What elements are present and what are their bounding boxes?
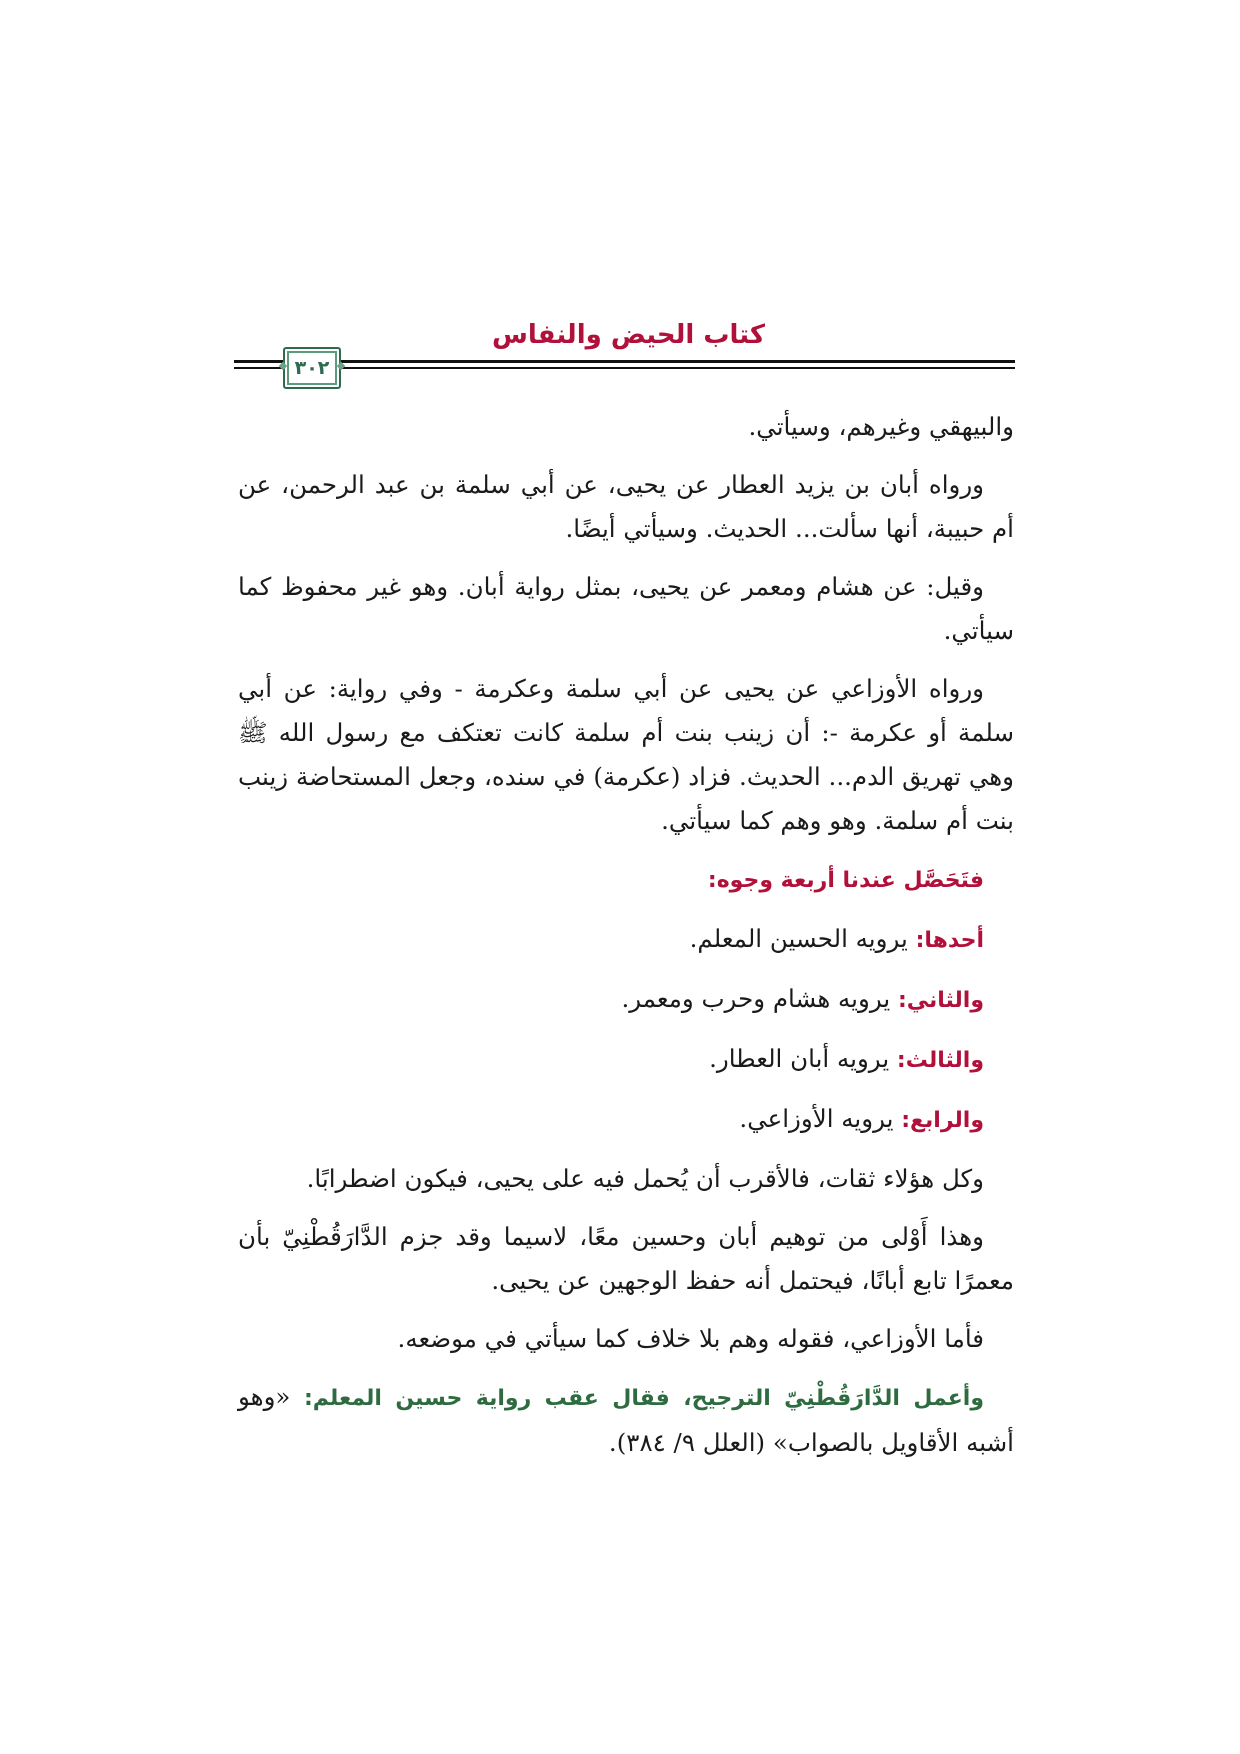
list-item-text: يرويه هشام وحرب ومعمر. [621,984,898,1013]
page-header [234,312,1015,392]
paragraph-7: فأما الأوزاعي، فقوله وهم بلا خلاف كما سيأتي في موضعه. [397,1324,984,1353]
page-number: ٣٠٢ [294,357,330,379]
list-item-text: يرويه الأوزاعي. [739,1104,902,1133]
book-title: كتاب الحيض والنفاس [491,320,765,350]
paragraph-4: ورواه الأوزاعي عن يحيى عن أبي سلمة وعكرمة - وفي رواية: عن أبي سلمة أو عكرمة -: أن زينب بنت أم سلمة كانت تعتكف مع رسول الله ﷺ وهي تهريق الدم... الحديث. فزاد (عكرمة) في سنده، وجعل المستحاضة زينب بنت أم سلمة. وهو وهم كما سيأتي. [238,674,1014,835]
list-item-1 [238,917,1014,963]
list-item-3 [238,1037,1014,1083]
highlighted-phrase: وأعمل الدَّارَقُطْنِيّ الترجيح، فقال عقب رواية حسين المعلم: [303,1386,984,1411]
list-item-label: والرابع: [901,1108,984,1133]
paragraph-3: وقيل: عن هشام ومعمر عن يحيى، بمثل رواية أبان. وهو غير محفوظ كما سيأتي. [238,572,1014,645]
header-rule-thin [234,367,1015,369]
page-body [238,405,1014,1479]
list-item-text: يرويه الحسين المعلم. [689,924,916,953]
list-item-4 [238,1097,1014,1143]
list-item-2 [238,977,1014,1023]
paragraph-5: وكل هؤلاء ثقات، فالأقرب أن يُحمل فيه على يحيى، فيكون اضطرابًا. [306,1164,984,1193]
paragraph-1: والبيهقي وغيرهم، وسيأتي. [748,412,1014,441]
quotation-text: «وهو أشبه الأقاويل بالصواب» (العلل ٩/ ٣٨٤). [238,1382,1014,1457]
page-number-badge [283,347,341,389]
list-item-label: والثالث: [896,1048,984,1073]
header-rule-thick [234,360,1015,363]
list-item-label: أحدها: [915,928,984,953]
paragraph-2: ورواه أبان بن يزيد العطار عن يحيى، عن أبي سلمة بن عبد الرحمن، عن أم حبيبة، أنها سألت... الحديث. وسيأتي أيضًا. [238,470,1014,543]
list-item-text: يرويه أبان العطار. [709,1044,897,1073]
summary-heading-text: فتَحَصَّل عندنا أربعة وجوه: [707,868,984,893]
paragraph-6: وهذا أَوْلى من توهيم أبان وحسين معًا، لاسيما وقد جزم الدَّارَقُطْنِيّ بأن معمرًا تابع أبانًا، فيحتمل أنه حفظ الوجهين عن يحيى. [238,1222,1014,1295]
summary-heading [238,857,1014,903]
paragraph-8 [238,1375,1014,1465]
list-item-label: والثاني: [897,988,984,1013]
